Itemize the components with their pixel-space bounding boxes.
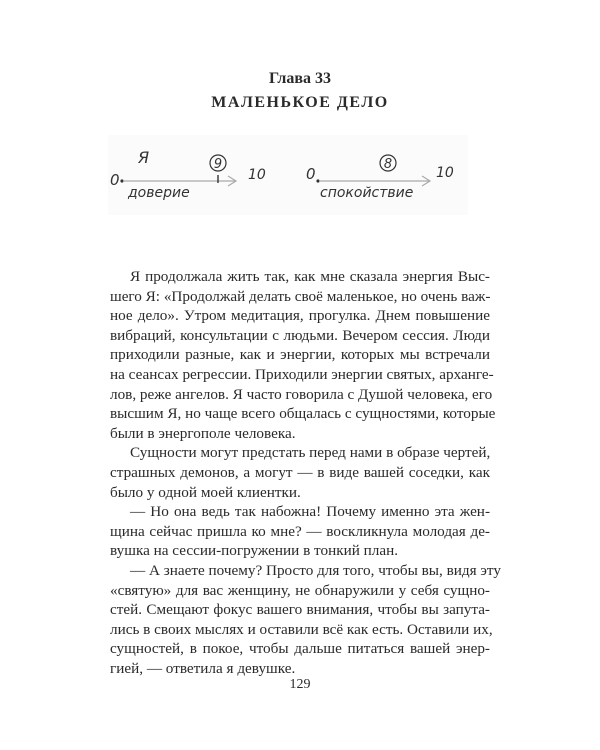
scale-value: 8 [383, 157, 393, 172]
text-line: — А знаете почему? Просто для того, чтобы вы, видя эту [130, 561, 501, 579]
text-line: страшных демонов, а могут — в виде вашей соседки, как [110, 463, 490, 481]
text-line: — Но она ведь так набожна! Почему именно эта жен- [130, 503, 490, 521]
text-line: были в энергополе человека. [110, 424, 296, 442]
text-line: высшим Я, но чаще всего общалась с сущностями, которые [110, 405, 496, 423]
scale-value: 9 [213, 157, 223, 172]
scale-label: спокойствие [320, 185, 414, 201]
chapter-title: МАЛЕНЬКОЕ ДЕЛО [211, 94, 389, 111]
text-line: приходили разные, как и энергии, которых мы встречали [110, 346, 490, 364]
scale-min: 0 [110, 171, 120, 189]
scale-max: 10 [436, 165, 454, 181]
text-line: гией, — ответила я девушке. [110, 659, 296, 677]
scale-calm [306, 155, 454, 201]
text-line: шего Я: «Продолжай делать своё маленькое, но очень важ- [110, 287, 491, 305]
text-line: вушка на сессии-погружении в тонкий план. [110, 542, 399, 560]
scale-label: доверие [128, 185, 190, 201]
scale-mark: Я [138, 148, 150, 167]
body-text [110, 267, 501, 678]
text-line: ное дело». Утром медитация, прогулка. Днем повышение [110, 307, 490, 325]
handwritten-scales-diagram [108, 135, 468, 215]
text-line: щина сейчас пришла ко мне? — воскликнула молодая де- [110, 522, 490, 540]
text-line: лись в своих мыслях и оставили всё как есть. Оставили их, [110, 620, 493, 638]
text-line: сущностей, в покое, чтобы дальше питаться вашей энер- [110, 640, 490, 658]
text-line: «святую» для вас женщину, не обнаружили у себя сущно- [110, 581, 490, 599]
text-line: вибраций, консультации с людьми. Вечером сессия. Люди [110, 326, 490, 344]
text-line: стей. Смещают фокус вашего внимания, чтобы вы запута- [110, 601, 490, 619]
text-line: было у одной моей клиентки. [110, 483, 301, 501]
text-line: лов, реже ангелов. Я часто говорила с Душой человека, его [110, 385, 493, 403]
page-number: 129 [289, 677, 311, 692]
scale-max: 10 [248, 167, 266, 183]
text-line: на сеансах регрессии. Приходили энергии святых, арханге- [110, 365, 494, 383]
text-line: Я продолжала жить так, как мне сказала энергия Выс- [130, 268, 490, 285]
scale-trust [110, 148, 266, 201]
text-line: Сущности могут предстать перед нами в образе чертей, [130, 444, 491, 462]
chapter-number: Глава 33 [269, 70, 331, 87]
scale-min: 0 [306, 165, 316, 183]
